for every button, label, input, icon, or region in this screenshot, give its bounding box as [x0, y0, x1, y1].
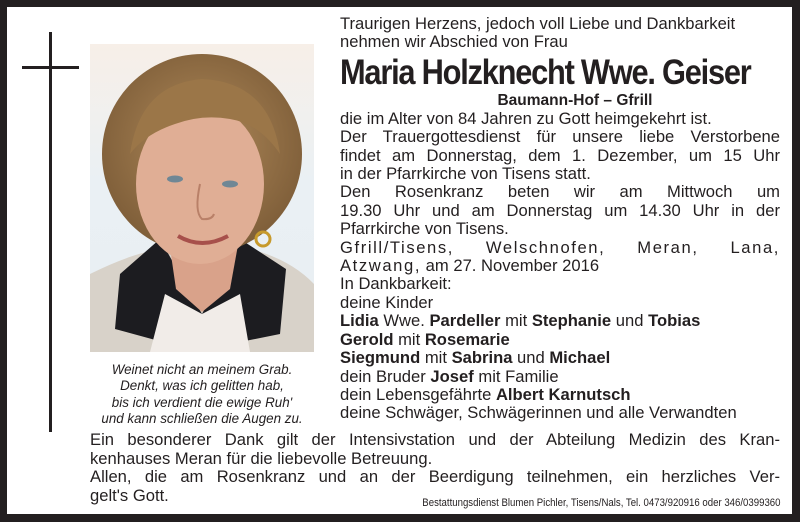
thanks-line: Ein besonderer Dank gilt der Intensivstation und der Abteilung Medizin des Kran-: [90, 430, 780, 449]
thanks-paragraph: [90, 431, 780, 505]
service-line: Der Trauergottesdienst für unsere liebe Verstorbene: [340, 127, 780, 147]
place-line: Gfrill/Tisens, Welschnofen, Meran, Lana,: [340, 237, 780, 257]
intro-line: nehmen wir Abschied von Frau: [340, 32, 568, 52]
connector-text: mit Familie: [473, 366, 559, 386]
mourner-row: [340, 368, 780, 386]
mourner-name: Josef: [430, 366, 474, 386]
thanks-line: gelt's Gott.: [90, 485, 169, 505]
mourner-row: [340, 349, 780, 367]
mourner-name: Siegmund: [340, 348, 421, 368]
place-date-line: [340, 257, 780, 275]
poem-line: Denkt, was ich gelitten hab,: [120, 378, 284, 394]
cross-icon: [49, 32, 52, 432]
mourner-name: Pardeller: [429, 311, 501, 331]
farm-name: Baumann-Hof – Gfrill: [497, 91, 653, 109]
mourner-name: Tobias: [648, 311, 701, 331]
rosary-line: Den Rosenkranz beten wir am Mittwoch um: [340, 182, 780, 202]
mourner-name: Gerold: [340, 329, 394, 349]
mourner-name: Lidia: [340, 311, 379, 331]
portrait-photo: [90, 44, 314, 352]
connector-text: Wwe.: [378, 311, 430, 331]
portrait-illustration: [90, 44, 314, 352]
connector-text: mit: [500, 311, 532, 331]
cross-icon-bar: [22, 66, 79, 69]
mourner-row: [340, 386, 780, 404]
mourner-row: [340, 312, 780, 330]
poem-line: Weinet nicht an meinem Grab.: [111, 362, 293, 377]
intro-line: Traurigen Herzens, jedoch voll Liebe und Dankbarkeit: [340, 14, 736, 33]
poem-line: und kann schließen die Augen zu.: [101, 410, 303, 426]
mourner-name: Rosemarie: [424, 329, 510, 349]
mourner-name: Sabrina: [451, 348, 513, 368]
age-line: die im Alter von 84 Jahren zu Gott heimgekehrt ist.: [340, 108, 712, 128]
funeral-home-credit: Bestattungsdienst Blumen Pichler, Tisens/Nals, Tel. 0473/920916 oder 346/0399360: [421, 497, 780, 509]
service-line: findet am Donnerstag, dem 1. Dezember, um 15 Uhr: [340, 145, 780, 165]
rosary-line: Pfarrkirche von Tisens.: [340, 219, 509, 239]
connector-text: mit: [393, 329, 425, 349]
place-name: Atzwang,: [340, 256, 422, 276]
mourner-name: Michael: [549, 348, 611, 368]
connector-text: und: [512, 348, 550, 368]
mourner-name: Stephanie: [531, 311, 612, 331]
mourner-name: Albert Karnutsch: [495, 384, 631, 404]
deceased-name: Maria Holzknecht Wwe. Geiser: [340, 52, 751, 92]
connector-text: und: [611, 311, 649, 331]
thanks-line: Allen, die am Rosenkranz und an der Beerdigung teilnehmen, ein herzliches Ver-: [90, 467, 780, 487]
mourners-heading: In Dankbarkeit:: [340, 274, 452, 294]
thanks-line: kenhauses Meran für die liebevolle Betreuung.: [90, 448, 433, 468]
poem-line: bis ich verdient die ewige Ruh': [111, 394, 293, 410]
announcement-text: [340, 15, 780, 423]
poem: [90, 362, 314, 427]
rosary-line: 19.30 Uhr und am Donnerstag um 14.30 Uhr in der: [340, 200, 780, 220]
service-line: in der Pfarrkirche von Tisens statt.: [340, 164, 591, 184]
connector-text: mit: [420, 348, 452, 368]
mourner-row: [340, 331, 780, 349]
connector-text: dein Bruder: [340, 366, 431, 386]
mourner-row: deine Schwäger, Schwägerinnen und alle Verwandten: [340, 403, 737, 423]
children-label: deine Kinder: [340, 292, 434, 312]
date-text: am 27. November 2016: [421, 256, 600, 276]
obituary-card: [7, 7, 792, 514]
connector-text: dein Lebensgefährte: [340, 384, 496, 404]
